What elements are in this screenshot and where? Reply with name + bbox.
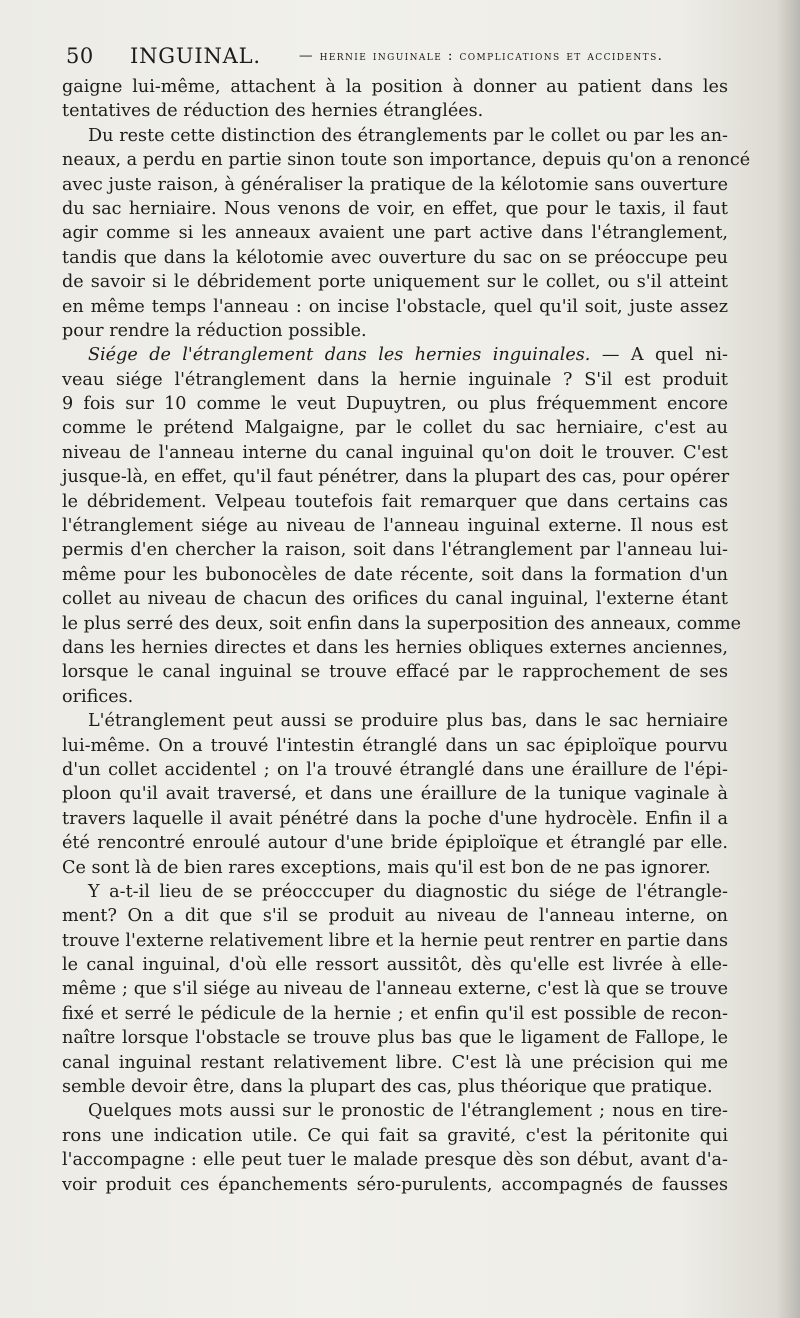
text-line: d'un collet accidentel ; on l'a trouvé étranglé dans une éraillure de l'épi- bbox=[62, 759, 728, 780]
text-line: même ; que s'il siége au niveau de l'anneau externe, c'est là que se trouve bbox=[62, 979, 728, 1000]
text-line: l'étranglement siége au niveau de l'anneau inguinal externe. Il nous est bbox=[62, 516, 728, 537]
text-fragment: — A quel ni- bbox=[590, 345, 728, 366]
text-line: agir comme si les anneaux avaient une part active dans l'étranglement, bbox=[62, 223, 728, 244]
text-line: niveau de l'anneau interne du canal inguinal qu'on doit le trouver. C'est bbox=[62, 442, 728, 463]
text-line: le débridement. Velpeau toutefois fait remarquer que dans certains cas bbox=[62, 491, 728, 512]
paragraph-first-line: Quelques mots aussi sur le pronostic de l'étranglement ; nous en tire- bbox=[88, 1101, 728, 1122]
page-number: 50 bbox=[66, 44, 94, 68]
text-line: permis d'en chercher la raison, soit dans l'étranglement par l'anneau lui- bbox=[62, 540, 728, 561]
section-heading-line bbox=[62, 343, 728, 367]
paragraph-first-line: Du reste cette distinction des étranglements par le collet ou par les an- bbox=[88, 125, 728, 146]
text-line: du sac herniaire. Nous venons de voir, en effet, que pour le taxis, il faut bbox=[62, 198, 728, 219]
section-heading: Siége de l'étranglement dans les hernies inguinales. bbox=[88, 345, 591, 366]
text-line: lui-même. On a trouvé l'intestin étranglé dans un sac épiploïque pourvu bbox=[62, 735, 728, 756]
section-title: INGUINAL. bbox=[130, 44, 261, 68]
text-line: tentatives de réduction des hernies étranglées. bbox=[62, 101, 484, 122]
text-line: tandis que dans la kélotomie avec ouverture du sac on se préoccupe peu bbox=[62, 247, 728, 268]
text-line: orifices. bbox=[62, 686, 134, 707]
text-line: en même temps l'anneau : on incise l'obstacle, quel qu'il soit, juste assez bbox=[62, 296, 728, 317]
text-line: 9 fois sur 10 comme le veut Dupuytren, ou plus fréquemment encore bbox=[62, 394, 728, 415]
text-line: le canal inguinal, d'où elle ressort aussitôt, dès qu'elle est livrée à elle- bbox=[62, 955, 728, 976]
text-line: ment? On a dit que s'il se produit au niveau de l'anneau interne, on bbox=[62, 906, 728, 927]
text-line: comme le prétend Malgaigne, par le collet du sac herniaire, c'est au bbox=[62, 418, 728, 439]
text-line: neaux, a perdu en partie sinon toute son importance, depuis qu'on a renoncé bbox=[62, 150, 751, 171]
text-line: même pour les bubonocèles de date récente, soit dans la formation d'un bbox=[62, 564, 728, 585]
text-line: naître lorsque l'obstacle se trouve plus bas que le ligament de Fallope, le bbox=[62, 1028, 728, 1049]
text-line: canal inguinal restant relativement libre. C'est là une précision qui me bbox=[62, 1052, 728, 1073]
text-line: l'accompagne : elle peut tuer le malade presque dès son début, avant d'a- bbox=[62, 1150, 728, 1171]
text-line: trouve l'externe relativement libre et la hernie peut rentrer en partie dans bbox=[62, 930, 728, 951]
chapter-subtitle: — hernie inguinale : complications et accidents. bbox=[299, 48, 664, 64]
text-line: avec juste raison, à généraliser la pratique de la kélotomie sans ouverture bbox=[62, 174, 728, 195]
paragraph-first-line: L'étranglement peut aussi se produire plus bas, dans le sac herniaire bbox=[88, 711, 728, 732]
text-line: ploon qu'il avait traversé, et dans une éraillure de la tunique vaginale à bbox=[62, 784, 728, 805]
text-line: Ce sont là de bien rares exceptions, mais qu'il est bon de ne pas ignorer. bbox=[62, 857, 711, 878]
running-header bbox=[66, 44, 730, 74]
text-line: semble devoir être, dans la plupart des cas, plus théorique que pratique. bbox=[62, 1077, 713, 1098]
text-line: de savoir si le débridement porte uniquement sur le collet, ou s'il atteint bbox=[62, 272, 728, 293]
text-line: pour rendre la réduction possible. bbox=[62, 320, 367, 341]
text-line: voir produit ces épanchements séro-purulents, accompagnés de fausses bbox=[62, 1174, 728, 1195]
text-line: veau siége l'étranglement dans la hernie inguinale ? S'il est produit bbox=[62, 369, 728, 390]
paragraph-first-line: Y a-t-il lieu de se préocccuper du diagnostic du siége de l'étrangle- bbox=[88, 881, 728, 902]
text-line: jusque-là, en effet, qu'il faut pénétrer, dans la plupart des cas, pour opérer bbox=[62, 467, 730, 488]
text-line: rons une indication utile. Ce qui fait sa gravité, c'est la péritonite qui bbox=[62, 1125, 728, 1146]
text-line: dans les hernies directes et dans les hernies obliques externes anciennes, bbox=[62, 637, 728, 658]
text-line: le plus serré des deux, soit enfin dans la superposition des anneaux, comme bbox=[62, 613, 742, 634]
text-line: travers laquelle il avait pénétré dans la poche d'une hydrocèle. Enfin il a bbox=[62, 808, 728, 829]
text-line: gaigne lui-même, attachent à la position à donner au patient dans les bbox=[62, 77, 728, 97]
text-line: collet au niveau de chacun des orifices du canal inguinal, l'externe étant bbox=[62, 589, 728, 610]
text-line: fixé et serré le pédicule de la hernie ; et enfin qu'il est possible de recon- bbox=[62, 1003, 728, 1024]
body-text bbox=[62, 75, 751, 1197]
text-line: lorsque le canal inguinal se trouve effacé par le rapprochement de ses bbox=[62, 662, 728, 683]
text-line: été rencontré enroulé autour d'une bride épiploïque et étranglé par elle. bbox=[62, 833, 728, 854]
